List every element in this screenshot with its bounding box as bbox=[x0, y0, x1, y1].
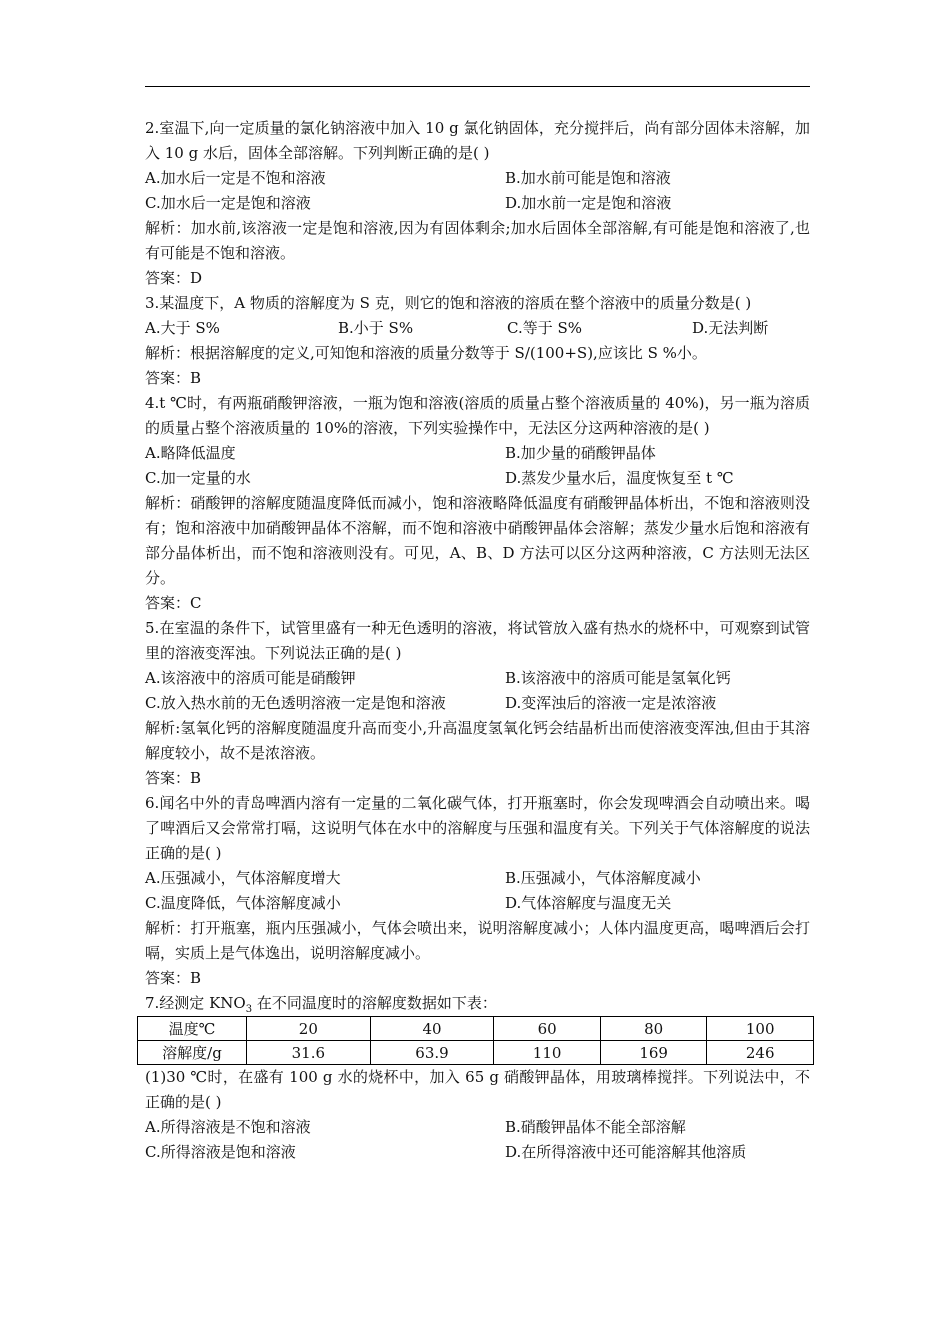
table-cell: 20 bbox=[247, 1017, 371, 1041]
q3-options-row bbox=[145, 316, 810, 341]
table-cell: 246 bbox=[707, 1041, 814, 1065]
q4-stem: 4.t ℃时，有两瓶硝酸钾溶液，一瓶为饱和溶液(溶质的质量占整个溶液质量的 40%)，另一瓶为溶质的质量占整个溶液质量的 10%的溶液，下列实验操作中，无法区分这两种溶液的是( ) bbox=[145, 394, 810, 437]
q7-stem bbox=[145, 991, 810, 1016]
q2-option-c: C.加水后一定是饱和溶液 bbox=[145, 194, 311, 212]
q4-option-c: C.加一定量的水 bbox=[145, 469, 251, 487]
q6-stem: 6.闻名中外的青岛啤酒内溶有一定量的二氧化碳气体，打开瓶塞时，你会发现啤酒会自动喷出来。喝了啤酒后又会常常打嗝，这说明气体在水中的溶解度与压强和温度有关。下列关于气体溶解度的说法正确的是( ) bbox=[145, 794, 810, 862]
q3-analysis: 解析：根据溶解度的定义,可知饱和溶液的质量分数等于 S/(100+S),应该比 S %小。 bbox=[145, 344, 707, 362]
q7-stem-pre: 7.经测定 KNO bbox=[145, 994, 246, 1012]
q6-option-a: A.压强减小，气体溶解度增大 bbox=[145, 869, 341, 887]
q3-option-b: B.小于 S% bbox=[338, 319, 414, 337]
q7-option-b: B.硝酸钾晶体不能全部溶解 bbox=[505, 1118, 686, 1136]
table-cell: 溶解度/g bbox=[138, 1041, 247, 1065]
q2-analysis: 解析：加水前,该溶液一定是饱和溶液,因为有固体剩余;加水后固体全部溶解,有可能是饱和溶液了,也有可能是不饱和溶液。 bbox=[145, 219, 810, 262]
q7-stem-post: 在不同温度时的溶解度数据如下表： bbox=[252, 994, 497, 1012]
q2-options-row-1 bbox=[145, 166, 810, 191]
q6-options-row-2 bbox=[145, 891, 810, 916]
q4-analysis: 解析：硝酸钾的溶解度随温度降低而减小，饱和溶液略降低温度有硝酸钾晶体析出，不饱和溶液则没有；饱和溶液中加硝酸钾晶体不溶解，而不饱和溶液中硝酸钾晶体会溶解；蒸发少量水后饱和溶液有部分晶体析出，而不饱和溶液则没有。可见，A、B、D 方法可以区分这两种溶液，C 方法则无法区分。 bbox=[145, 494, 810, 587]
q3-option-d: D.无法判断 bbox=[692, 319, 769, 337]
q6-option-b: B.压强减小，气体溶解度减小 bbox=[505, 869, 701, 887]
q5-analysis: 解析:氢氧化钙的溶解度随温度升高而变小,升高温度氢氧化钙会结晶析出而使溶液变浑浊,但由于其溶解度较小，故不是浓溶液。 bbox=[145, 719, 810, 762]
q5-option-d: D.变浑浊后的溶液一定是浓溶液 bbox=[505, 694, 717, 712]
q4-answer: 答案：C bbox=[145, 594, 202, 612]
q4-options-row-1 bbox=[145, 441, 810, 466]
q4-option-b: B.加少量的硝酸钾晶体 bbox=[505, 444, 656, 462]
q5-option-a: A.该溶液中的溶质可能是硝酸钾 bbox=[145, 669, 356, 687]
table-cell: 80 bbox=[600, 1017, 707, 1041]
q6-analysis: 解析：打开瓶塞，瓶内压强减小，气体会喷出来，说明溶解度减小；人体内温度更高，喝啤酒后会打嗝，实质上是气体逸出，说明溶解度减小。 bbox=[145, 919, 810, 962]
solubility-table bbox=[137, 1016, 814, 1065]
q4-option-a: A.略降低温度 bbox=[145, 444, 236, 462]
q2-option-a: A.加水后一定是不饱和溶液 bbox=[145, 169, 326, 187]
q5-stem: 5.在室温的条件下，试管里盛有一种无色透明的溶液，将试管放入盛有热水的烧杯中，可观察到试管里的溶液变浑浊。下列说法正确的是( ) bbox=[145, 619, 810, 662]
q3-option-a: A.大于 S% bbox=[145, 319, 220, 337]
q2-option-d: D.加水前一定是饱和溶液 bbox=[505, 194, 672, 212]
table-row-solubility bbox=[138, 1041, 814, 1065]
q5-options-row-1 bbox=[145, 666, 810, 691]
table-cell: 温度℃ bbox=[138, 1017, 247, 1041]
q7-sub1-stem: (1)30 ℃时，在盛有 100 g 水的烧杯中，加入 65 g 硝酸钾晶体，用玻璃棒搅拌。下列说法中，不正确的是( ) bbox=[145, 1068, 810, 1111]
q5-answer: 答案：B bbox=[145, 769, 202, 787]
q2-option-b: B.加水前可能是饱和溶液 bbox=[505, 169, 671, 187]
q3-stem: 3.某温度下，A 物质的溶解度为 S 克，则它的饱和溶液的溶质在整个溶液中的质量分数是( ) bbox=[145, 294, 752, 312]
q7-option-c: C.所得溶液是饱和溶液 bbox=[145, 1143, 296, 1161]
q7-options-row-1 bbox=[145, 1115, 810, 1140]
table-cell: 40 bbox=[370, 1017, 494, 1041]
table-cell: 31.6 bbox=[247, 1041, 371, 1065]
q7-option-a: A.所得溶液是不饱和溶液 bbox=[145, 1118, 311, 1136]
q3-option-c: C.等于 S% bbox=[507, 319, 583, 337]
q5-option-b: B.该溶液中的溶质可能是氢氧化钙 bbox=[505, 669, 731, 687]
q3-answer: 答案：B bbox=[145, 369, 202, 387]
q4-options-row-2 bbox=[145, 466, 810, 491]
table-cell: 60 bbox=[494, 1017, 601, 1041]
q5-options-row-2 bbox=[145, 691, 810, 716]
q6-answer: 答案：B bbox=[145, 969, 202, 987]
q6-options-row-1 bbox=[145, 866, 810, 891]
q2-options-row-2 bbox=[145, 191, 810, 216]
q6-option-d: D.气体溶解度与温度无关 bbox=[505, 894, 672, 912]
table-cell: 110 bbox=[494, 1041, 601, 1065]
q2-answer: 答案：D bbox=[145, 269, 203, 287]
q2-stem: 2.室温下,向一定质量的氯化钠溶液中加入 10 g 氯化钠固体，充分搅拌后，尚有部分固体未溶解，加入 10 g 水后，固体全部溶解。下列判断正确的是( ) bbox=[145, 119, 810, 162]
q4-option-d: D.蒸发少量水后，温度恢复至 t ℃ bbox=[505, 469, 734, 487]
document-body bbox=[145, 116, 810, 1165]
q5-option-c: C.放入热水前的无色透明溶液一定是饱和溶液 bbox=[145, 694, 446, 712]
q7-option-d: D.在所得溶液中还可能溶解其他溶质 bbox=[505, 1143, 747, 1161]
table-row-temperature bbox=[138, 1017, 814, 1041]
q6-option-c: C.温度降低，气体溶解度减小 bbox=[145, 894, 341, 912]
q7-stem-subscript: 3 bbox=[245, 1004, 253, 1015]
table-cell: 100 bbox=[707, 1017, 814, 1041]
header-rule bbox=[145, 86, 810, 87]
q7-options-row-2 bbox=[145, 1140, 810, 1165]
table-cell: 169 bbox=[600, 1041, 707, 1065]
table-cell: 63.9 bbox=[370, 1041, 494, 1065]
